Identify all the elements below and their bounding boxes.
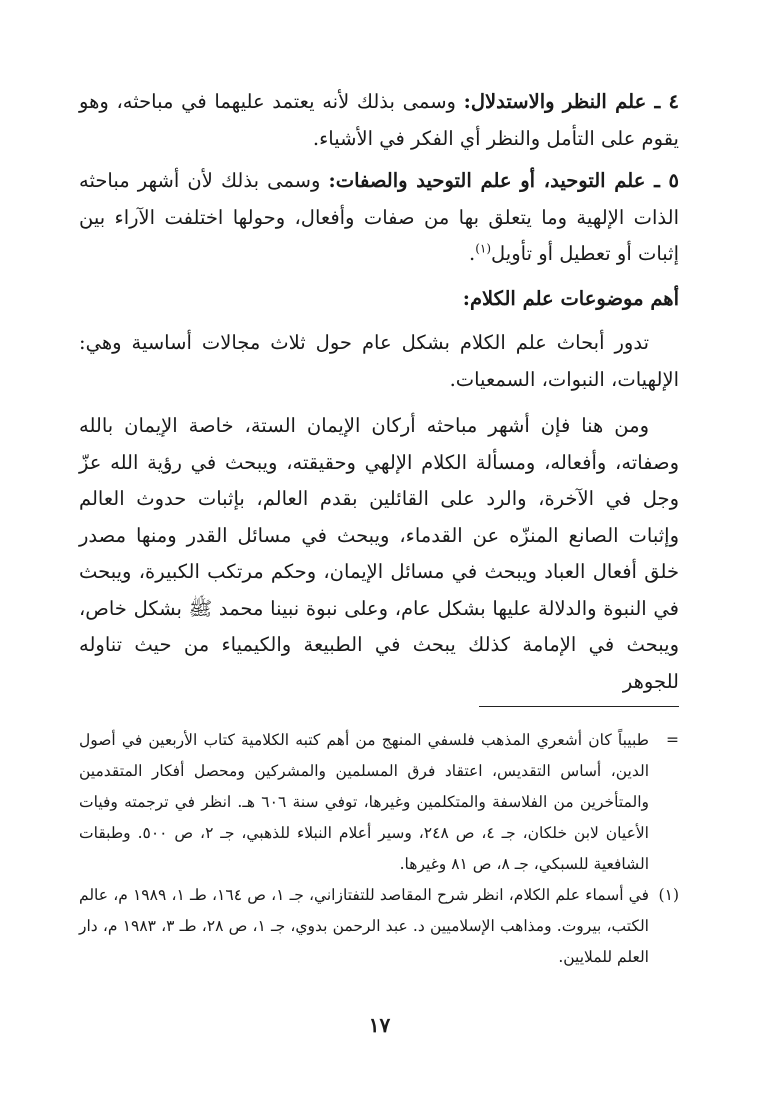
footnote-continued-text: طبيباً كان أشعري المذهب فلسفي المنهج من أهم كتبه الكلامية كتاب الأربعين في أصول الدين، أساس التقديس، اعتقاد فرق المسلمين والمشركين ومحصل أفكار المتقدمين والمتأخرين من الفلاسفة والمتكلمين وغيرها، توفي سنة ٦٠٦ هـ. انظر في ترجمته وفيات الأعيان لابن خلكان، جـ ٤، ص ٢٤٨، وسير أعلام النبلاء للذهبي، جـ ٢، ص ٥٠٠. وطبقات الشافعية للسبكي، جـ ٨، ص ٨١ وغيرها. [79,731,649,873]
section-heading: أهم موضوعات علم الكلام: [462,286,679,310]
footnote-1-mark: (١) [658,886,679,904]
paragraph-1: تدور أبحاث علم الكلام بشكل عام حول ثلاث مجالات أساسية وهي: الإلهيات، النبوات، السمعيات. [79,331,679,391]
list-item-4 [79,84,679,157]
footnote-1 [79,880,679,973]
item-4-title: ٤ ـ علم النظر والاستدلال: [463,90,679,113]
footnote-ref-1: (١) [475,241,492,256]
item-5-text: وسمى بذلك لأن أشهر مباحثه الذات الإلهية وما يتعلق بها من صفات وأفعال، وحولها اختلفت الآراء بين إثبات أو تعطيل أو تأويل [79,169,679,265]
item-5-title: ٥ ـ علم التوحيد، أو علم التوحيد والصفات: [328,169,679,192]
item-4-text: وسمى بذلك لأنه يعتمد عليهما في مباحثه، وهو يقوم على التأمل والنظر أي الفكر في الأشياء. [79,90,679,150]
page-number: ١٧ [368,1013,391,1037]
footnote-continued-mark: = [666,731,679,749]
main-text [79,84,679,700]
paragraph-2: ومن هنا فإن أشهر مباحثه أركان الإيمان الستة، خاصة الإيمان بالله وصفاته، وأفعاله، ومسألة الكلام الإلهي وحقيقته، ويبحث في رؤية الله عزّ وجل في الآخرة، والرد على القائلين بقدم العالم، بإثبات حدوث العالم وإثبات الصانع المنزّه عن القدماء، ويبحث في مسائل القدر ومنها مصدر خلق أفعال العباد ويبحث في مسائل الإيمان، وحكم مرتكب الكبيرة، ويبحث في النبوة والدلالة عليها بشكل عام، وعلى نبوة نبينا محمد ﷺ بشكل خاص، ويبحث في الإمامة كذلك يبحث في الطبيعة والكيمياء من حيث تناوله للجوهر [79,414,679,693]
footnote-separator [479,706,679,707]
footnotes [79,725,679,973]
footnote-1-text: في أسماء علم الكلام، انظر شرح المقاصد للتفتازاني، جـ ١، ص ١٦٤، طـ ١، ١٩٨٩ م، عالم الكتب، بيروت. ومذاهب الإسلاميين د. عبد الرحمن بدوي، جـ ١، ص ٢٨، طـ ٣، ١٩٨٣ م، دار العلم للملايين. [79,886,650,966]
item-5-end: . [469,242,476,265]
list-item-5 [79,163,679,273]
footnote-continued [79,725,679,880]
